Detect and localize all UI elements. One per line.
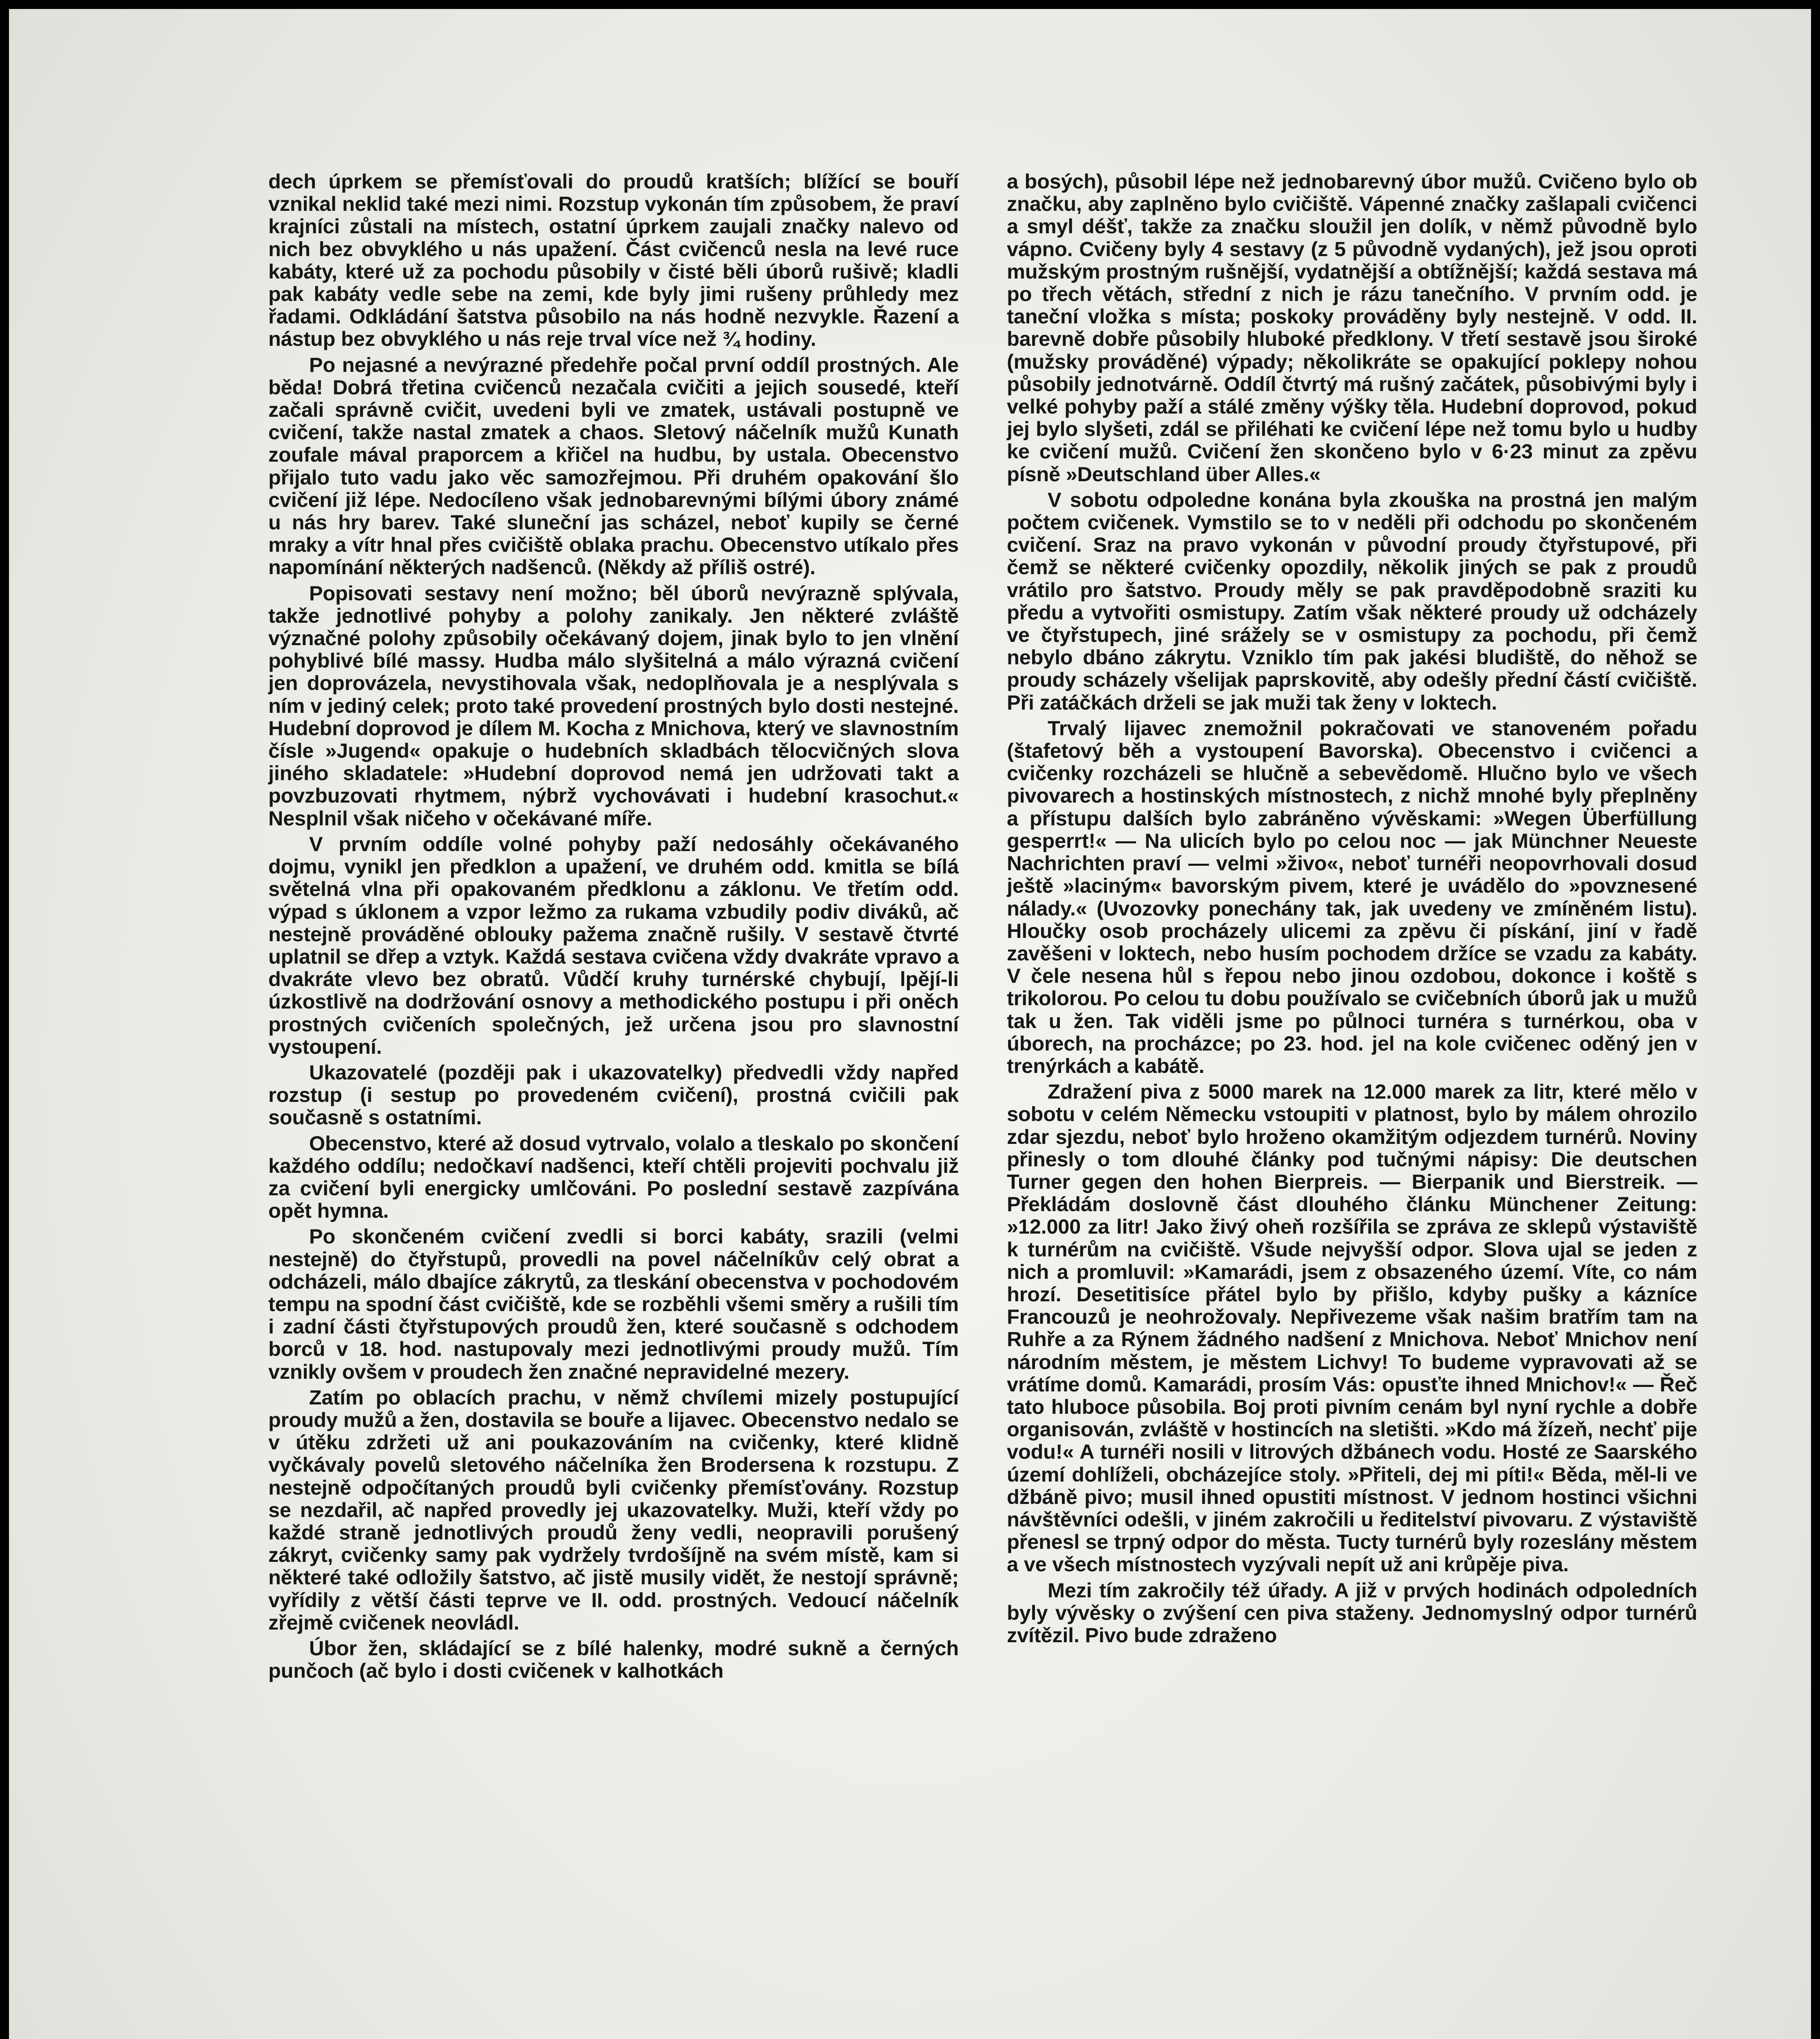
paragraph: a bosých), působil lépe než jednobarevný úbor mužů. Cvičeno bylo ob značku, aby zaplněno bylo cvičiště. Vápenné značky zašlapali cvičenci a smyl déšť, takže za značku sloužil jen dolík, v němž původně bylo vápno. Cvičeny byly 4 sestavy (z 5 původně vydaných), jež jsou oproti mužským prostným rušnější, vydatnější a obtížnější; každá sestava má po třech větách, střední z nich je rázu tanečního. V prvním odd. je taneční vložka s místa; poskoky prováděny byly nestejně. V odd. II. barevně dobře působily hluboké předklony. V třetí sestavě jsou široké (mužsky prováděné) výpady; několikráte se opakující poklepy nohou působily jednotvárně. Oddíl čtvrtý má rušný začátek, působivými byly i velké pohyby paží a stálé změny výšky těla. Hudební doprovod, pokud jej bylo slyšeti, zdál se přiléhati ke cvičení lépe než tomu bylo u hudby ke cvičení mužů. Cvičení žen skončeno bylo v 6·23 minut za zpěvu písně »Deutschland über Alles.« — [1007, 170, 1697, 486]
paragraph: Ukazovatelé (později pak i ukazovatelky) předvedli vždy napřed rozstup (i sestup po provedeném cvičení), prostná cvičili pak současně s ostatními. — [268, 1060, 959, 1129]
paragraph: Trvalý lijavec znemožnil pokračovati ve stanoveném pořadu (štafetový běh a vystoupení Bavorska). Obecenstvo i cvičenci a cvičenky rozcházeli se hlučně a sebevědomě. Hlučno bylo ve všech pivovarech a hostinských místnostech, z nichž mnohé byly přeplněny a přístupu dalších bylo zabráněno vývěskami: »Wegen Überfüllung gesperrt!« — Na ulicích bylo po celou noc — jak Münchner Neueste Nachrichten praví — velmi »živo«, neboť turnéři neopovrhovali dosud ještě »laciným« bavorským pivem, které je uvádělo do »povznesené nálady.« (Uvozovky ponechány tak, jak uvedeny ve zmíněném listu). Hloučky osob procházely ulicemi za zpěvu či pískání, jiní v řadě zavěšeni v loktech, nebo husím pochodem držíce se vzadu za kabáty. V čele nesena hůl s řepou nebo jinou ozdobou, dokonce i koště s trikolorou. Po celou tu dobu používalo se cvičebních úborů jak u mužů tak u žen. Tak viděli jsme po půlnoci turnéra s turnérkou, oba v úborech, na procházce; po 23. hod. jel na kole cvičenec oděný jen v trenýrkách a kabátě. — [1007, 716, 1697, 1077]
paragraph: Zdražení piva z 5000 marek na 12.000 marek za litr, které mělo v sobotu v celém Německu vstoupiti v platnost, bylo by málem ohrozilo zdar sjezdu, neboť bylo hroženo okamžitým odjezdem turnérů. Noviny přinesly o tom dlouhé články pod tučnými nápisy: Die deutschen Turner gegen den hohen Bierpreis. — Bierpanik und Bierstreik. — Překládám doslovně část dlouhého článku Münchener Zeitung: »12.000 za litr! Jako živý oheň rozšířila se zpráva ze sklepů výstaviště k turnérům na cvičiště. Všude nejvyšší odpor. Slova ujal se jeden z nich a promluvil: »Kamarádi, jsem z obsazeného území. Víte, co nám hrozí. Desetitisíce přátel bylo by přišlo, kdyby pušky a kázníce Francouzů je neohrožovaly. Nepřivezeme však našim bratřím tam na Ruhře a za Rýnem žádného nadšení z Mnichova. Neboť Mnichov není národním městem, je městem Lichvy! To budeme vypravovati až se vrátíme domů. Kamarádi, prosím Vás: opusťte ihned Mnichov!« — Řeč tato hluboce působila. Boj proti pivním cenám byl nyní rychle a dobře organisován, zvláště v hostincích na sletišti. »Kdo má žízeň, nechť pije vodu!« A turnéři nosili v litrových džbánech vodu. Hosté ze Saarského území dohlíželi, obcházejíce stoly. »Přiteli, dej mi píti!« Běda, měl-li ve džbáně pivo; musil ihned opustiti místnost. V jednom hostinci všichni návštěvníci odešli, v jiném zakročili u ředitelství pivovaru. Z výstaviště přenesl se trpný odpor do města. Tucty turnérů byly rozeslány městem a ve všech místnostech vyzývali nepít už ani krůpěje piva. — [1007, 1080, 1697, 1576]
paragraph: V prvním oddíle volné pohyby paží nedosáhly očekávaného dojmu, vynikl jen předklon a upažení, ve druhém odd. kmitla se bílá světelná vlna při opakovaném předklonu a záklonu. Ve třetím odd. výpad s úklonem a vzpor ležmo za rukama vzbudily podiv diváků, ač nestejně prováděné oblouky pažema značně rušily. V sestavě čtvrté uplatnil se dřep a vztyk. Každá sestava cvičena vždy dvakráte vpravo a dvakráte vlevo bez obratů. Vůdčí kruhy turnérské chybují, lpějí-li úzkostlivě na dodržování osnovy a methodického postupu i při oněch prostných cvičeních společných, jež určena jsou pro slavnostní vystoupení. — [268, 832, 959, 1058]
paragraph: Obecenstvo, které až dosud vytrvalo, volalo a tleskalo po skončení každého oddílu; nedočkaví nadšenci, kteří chtěli projeviti pochvalu již za cvičení byli energicky umlčováni. Po poslední sestavě zazpívána opět hymna. — [268, 1131, 959, 1223]
right-column — [1007, 170, 1697, 2039]
paragraph: Úbor žen, skládající se z bílé halenky, modré sukně a černých punčoch (ač bylo i dosti cvičenek v kalhotkách — [268, 1637, 959, 1683]
paragraph: V sobotu odpoledne konána byla zkouška na prostná jen malým počtem cvičenek. Vymstilo se to v neděli při odchodu po skončeném cvičení. Sraz na pravo vykonán v původní proudy čtyřstupové, při čemž se některé cvičenky opozdily, několik jiných se pak z proudů vrátilo pro šatstvo. Proudy měly se pak pravděpodobně sraziti ku předu a vytvořiti osmistupy. Zatím však některé proudy už odcházely ve čtyřstupech, jiné srážely se v osmistupy za pochodu, při čemž nebylo dbáno zákrytu. Vzniklo tím pak jakési bludiště, do něhož se proudy scházely všelijak paprskovitě, aby odešly přední částí cvičiště. Při zatáčkách drželi se jak muži tak ženy v loktech. — [1007, 488, 1697, 714]
paragraph: Popisovati sestavy není možno; běl úborů nevýrazně splývala, takže jednotlivé pohyby a polohy zanikaly. Jen některé zvláště význačné polohy způsobily očekávaný dojem, jinak bylo to jen vlnění pohyblivé bílé massy. Hudba málo slyšitelná a málo výrazná cvičení jen doprovázela, nevystihovala však, nedoplňovala je a nesplývala s ním v jediný celek; proto také provedení prostných bylo dosti nestejné. Hudební doprovod je dílem M. Kocha z Mnichova, který ve slavnostním čísle »Jugend« opakuje o hudebních skladbách tělocvičných slova jiného skladatele: »Hudební doprovod nemá jen udržovati takt a povzbuzovati rhytmem, nýbrž vychovávati i hudební krasochut.« Nesplnil však ničeho v očekávané míře. — [268, 581, 959, 830]
paragraph: Po nejasné a nevýrazné předehře počal první oddíl prostných. Ale běda! Dobrá třetina cvičenců nezačala cvičiti a jejich sousedé, kteří začali správně cvičit, uvedeni byli ve zmatek, ustávali postupně ve cvičení, takže nastal zmatek a chaos. Sletový náčelník mužů Kunath zoufale mával praporcem a křičel na hudbu, by ustala. Obecenstvo přijalo tuto vadu jako věc samozřejmou. Při druhém opakování šlo cvičení již lépe. Nedocílenо však jednobarevnými bílými úbory známé u nás hry barev. Také sluneční jas scházel, neboť kupily se černé mraky a vítr hnal přes cvičiště oblaka prachu. Obecenstvo utíkalo přes napomínání některých nadšenců. (Někdy až příliš ostré). — [268, 353, 959, 579]
paragraph: Zatím po oblacích prachu, v němž chvílemi mizely postupující proudy mužů a žen, dostavila se bouře a lijavec. Obecenstvo nedalo se v útěku zdržeti už ani poukazováním na cvičenky, které klidně vyčkávaly povelů sletového náčelníka žen Brodersena k rozstupu. Z nestejně odpočítaných proudů byli cvičenky přemísťovány. Rozstup se nezdařil, ač napřed provedly jej ukazovatelky. Muži, kteří vždy po každé straně jednotlivých proudů ženy vedli, neopravili porušený zákryt, cvičenky samy pak vydržely tvrdošíjně na svém místě, kam si některé také odložily šatstvo, ač jistě musily vidět, že nestojí správně; vyřídily z větší části teprve ve II. odd. prostných. Vedoucí náčelník zřejmě cvičenek neovládl. — [268, 1385, 959, 1634]
left-column — [268, 170, 959, 2039]
paragraph: Mezi tím zakročily též úřady. A již v prvých hodinách odpoledních byly vývěsky o zvýšení cen piva staženy. Jednomyslný odpor turnérů zvítězil. Pivo bude zdraženo — [1007, 1578, 1697, 1647]
article-body — [268, 170, 1697, 2039]
paragraph: Po skončeném cvičení zvedli si borci kabáty, srazili (velmi nestejně) do čtyřstupů, provedli na povel náčelníkův celý obrat a odcházeli, málo dbajíce zákrytů, za tleskání obecenstva v pochodovém tempu na spodní část cvičiště, kde se rozběhli všemi směry a rušili tím i zadní části čtyřstupových proudů žen, které současně s odchodem borců v 18. hod. nastupovaly mezi jednotlivými proudy mužů. Tím vznikly ovšem v proudech žen značné nepravidelné mezery. — [268, 1225, 959, 1383]
paragraph: dech úprkem se přemísťovali do proudů kratších; blížící se bouří vznikal neklid také mezi nimi. Rozstup vykonán tím způsobem, že praví krajníci zůstali na místech, ostatní úprkem zaujali značky nalevo od nich bez obvyklého u nás upažení. Část cvičenců nesla na levé ruce kabáty, které už za pochodu působily v čisté běli úborů rušivě; kladli pak kabáty vedle sebe na zemi, kde byly jimi rušeny průhledy mez řadami. Odkládání šatstva působilo na nás hodně nezvykle. Řazení a nástup bez obvyklého u nás reje trval více než ¾ hodiny. — [268, 170, 959, 351]
scanned-page — [9, 9, 1811, 2039]
